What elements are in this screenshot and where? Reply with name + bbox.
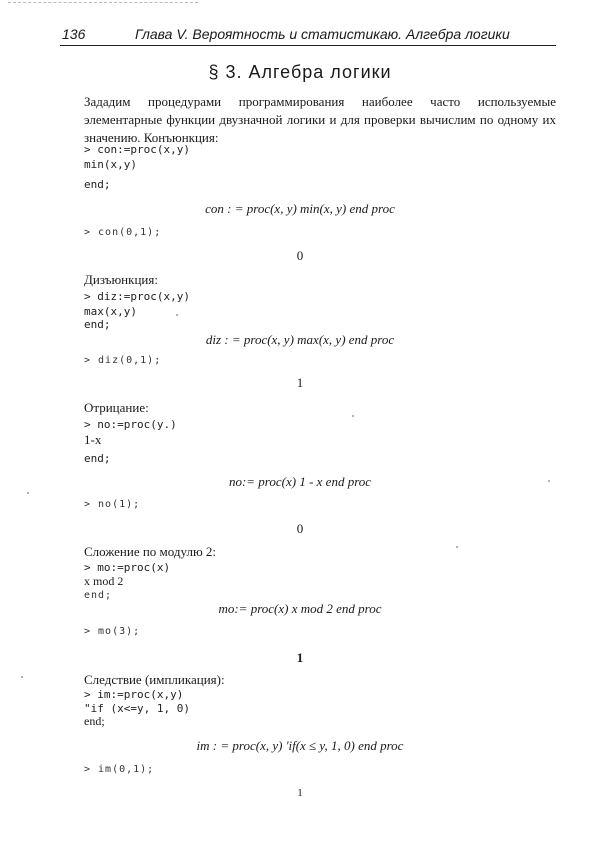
formula-text: con : = proc(x, y) min(x, y) end proc — [205, 201, 395, 216]
subsection-label: Сложение по модулю 2: — [84, 544, 217, 559]
result-value: 0 — [296, 248, 304, 263]
scan-artifact-line — [8, 2, 198, 3]
result-value: 1 — [296, 375, 304, 390]
subsection-label: Следствие (импликация): — [84, 672, 225, 687]
code-line: end; — [84, 178, 111, 191]
code-line: > im:=proc(x,y) — [84, 688, 184, 701]
code-line: end; — [84, 318, 111, 331]
subsection-label: Дизъюнкция: — [84, 272, 158, 287]
scan-speck — [176, 314, 178, 316]
result-value: 0 — [296, 521, 304, 536]
scan-speck — [21, 676, 23, 678]
running-header: Глава V. Вероятность и статистикаю. Алгебра логики — [135, 26, 510, 42]
formula-output — [0, 601, 600, 617]
command-call: > no(1); — [84, 499, 141, 510]
scan-speck — [548, 480, 550, 482]
code-line: end; — [84, 714, 105, 728]
header-divider — [60, 45, 556, 46]
formula-output — [0, 332, 600, 348]
code-line: end; — [84, 590, 113, 601]
formula-output — [0, 738, 600, 754]
formula-text: diz : = proc(x, y) max(x, y) end proc — [205, 332, 395, 347]
code-line: > diz:=proc(x,y) — [84, 290, 190, 303]
formula-text: no:= proc(x) 1 - x end proc — [228, 474, 372, 489]
formula-text: mo:= proc(x) x mod 2 end proc — [218, 601, 382, 616]
scan-speck — [456, 546, 458, 548]
section-title: § 3. Алгебра логики — [208, 62, 392, 82]
code-line: > no:=proc(y.) — [84, 418, 177, 431]
scan-speck — [352, 415, 354, 417]
result-value: 1 — [297, 787, 303, 799]
code-line: > con:=proc(x,y) — [84, 143, 190, 156]
code-line: max(x,y) — [84, 305, 137, 318]
intro-paragraph: Зададим процедурами программирования наиболее часто используемые элементарные функции двузначной логики и для проверки вычислим по одному их значению. Конъюнкция: — [84, 94, 556, 145]
code-line: "if (x<=y, 1, 0) — [84, 702, 190, 715]
scan-speck — [27, 492, 29, 494]
code-line: min(x,y) — [84, 158, 137, 171]
formula-output — [0, 201, 600, 217]
command-call: > con(0,1); — [84, 227, 162, 238]
code-line: 1-x — [84, 432, 102, 447]
result-value: 1 — [296, 650, 304, 665]
code-line: end; — [84, 452, 111, 465]
command-call: > im(0,1); — [84, 764, 155, 775]
page-number: 136 — [62, 26, 86, 42]
command-call: > diz(0,1); — [84, 355, 162, 366]
formula-text: im : = proc(x, y) 'if(x ≤ y, 1, 0) end proc — [196, 738, 404, 753]
code-line: > mo:=proc(x) — [84, 561, 171, 574]
formula-output — [0, 474, 600, 490]
command-call: > mo(3); — [84, 626, 141, 637]
subsection-label: Отрицание: — [84, 400, 149, 415]
code-line: x mod 2 — [84, 574, 124, 588]
